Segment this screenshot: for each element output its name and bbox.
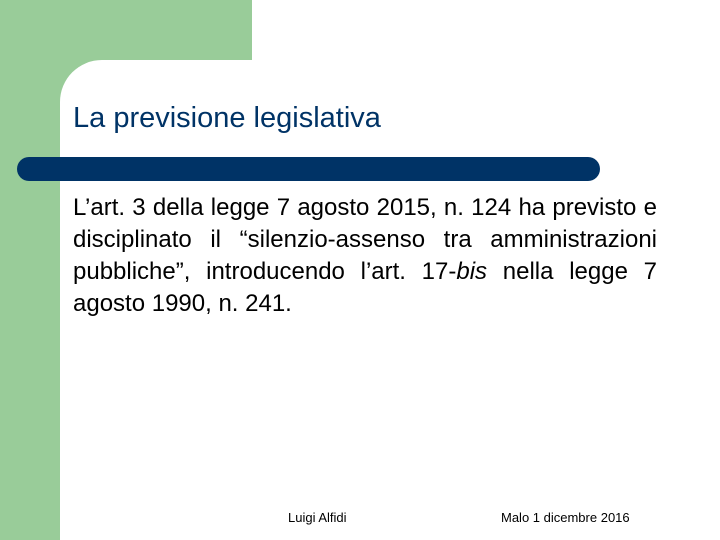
body-text-part-2: nella legge 7 agosto 1990, n. 241. [73,258,658,317]
body-text-italic: bis [456,258,488,285]
title-underline-bar [17,157,600,181]
slide-title: La previsione legislativa [73,102,381,134]
slide-body-text [73,192,657,320]
body-text-part-1: L’art. 3 della legge 7 agosto 2015, n. 124 ha previsto e disciplinato il “silenzio-assenso tra amministrazioni pubbliche”, introducendo l’art. 17- [73,194,657,285]
footer-date: Malo 1 dicembre 2016 [501,510,630,525]
footer-author: Luigi Alfidi [288,510,347,525]
